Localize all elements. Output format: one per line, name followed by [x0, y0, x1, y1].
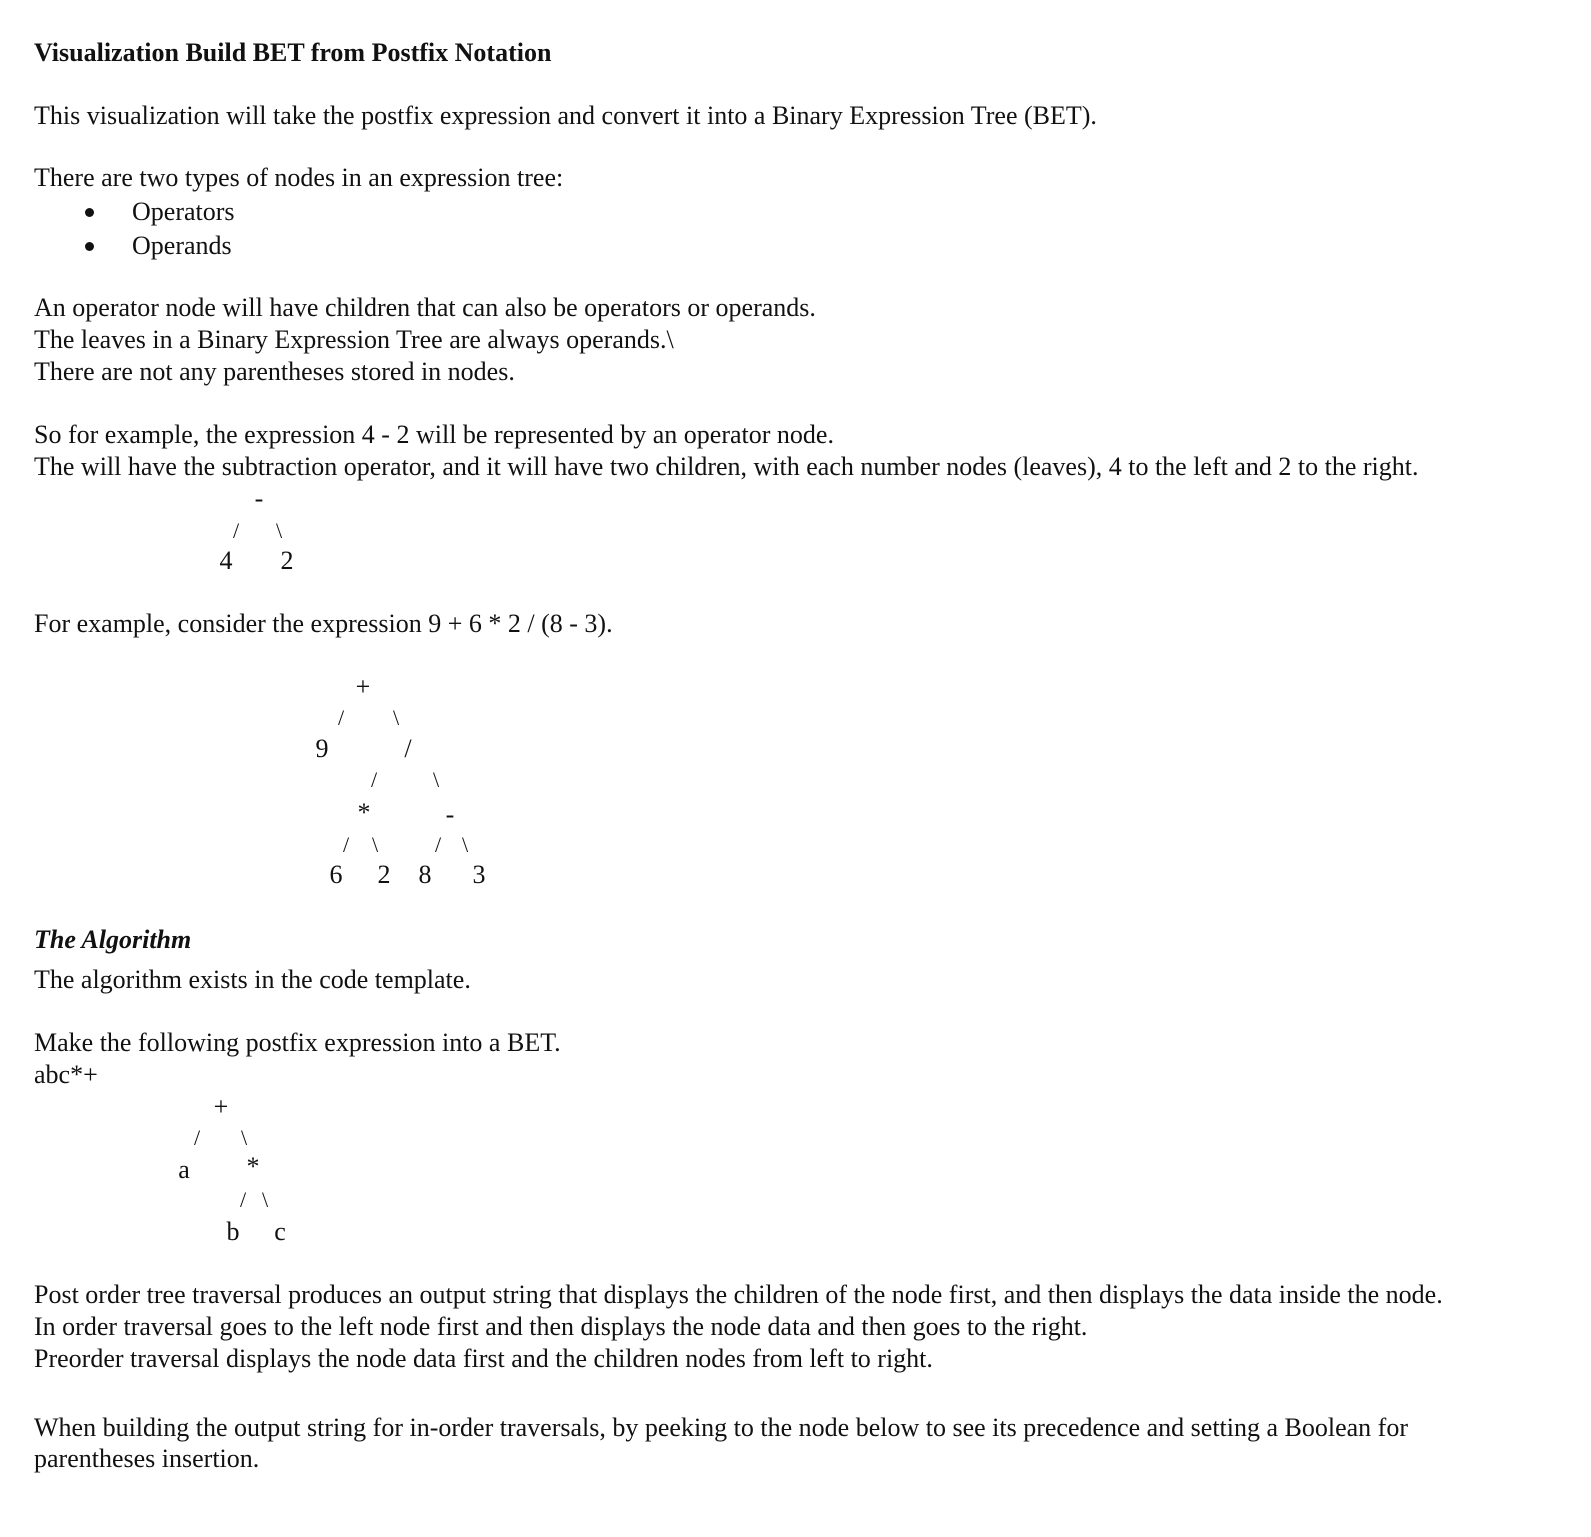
algorithm-task: Make the following postfix expression into a BET. [34, 1028, 561, 1057]
tree-node-leaf: c [274, 1217, 286, 1246]
tree-edge: \ [261, 1187, 269, 1212]
tree-node-leaf: 2 [377, 860, 391, 889]
traversal-inorder: In order traversal goes to the left node first and then displays the node data and then goes to the right. [34, 1312, 1088, 1341]
tree-node-leaf: 6 [329, 860, 343, 889]
tree-edge: \ [240, 1125, 248, 1150]
tree-edge: \ [392, 705, 400, 730]
tree-node-operator: / [404, 734, 412, 763]
tree-edge: / [342, 832, 350, 857]
tree-edge: / [193, 1125, 201, 1150]
list-item: Operands [132, 231, 232, 260]
tree-edge: / [337, 705, 345, 730]
tree-edge: \ [275, 518, 283, 543]
rule-line: The leaves in a Binary Expression Tree are always operands.\ [34, 325, 674, 354]
tree-edge: / [434, 832, 442, 857]
intro-paragraph: This visualization will take the postfix expression and convert it into a Binary Expression Tree (BET). [34, 101, 1097, 130]
bullet-icon [85, 208, 94, 217]
traversal-preorder: Preorder traversal displays the node data first and the children nodes from left to right. [34, 1344, 933, 1373]
closing-line: parentheses insertion. [34, 1444, 260, 1473]
closing-line: When building the output string for in-order traversals, by peeking to the node below to see its precedence and setting a Boolean for [34, 1413, 1408, 1442]
tree-node-operator: - [445, 800, 455, 829]
tree-node-leaf: 8 [418, 860, 432, 889]
tree-node-leaf: 2 [280, 546, 294, 575]
node-types-intro: There are two types of nodes in an expression tree: [34, 163, 564, 192]
traversal-postorder: Post order tree traversal produces an output string that displays the children of the node first, and then displays the data inside the node. [34, 1280, 1443, 1309]
postfix-expression: abc*+ [34, 1060, 98, 1089]
list-item: Operators [132, 197, 235, 226]
rule-line: An operator node will have children that can also be operators or operands. [34, 293, 816, 322]
example1-line2: The will have the subtraction operator, and it will have two children, with each number nodes (leaves), 4 to the left and 2 to the right. [34, 452, 1419, 481]
tree-edge: / [370, 767, 378, 792]
tree-node-leaf: 4 [219, 546, 233, 575]
tree-node-operator: * [246, 1152, 260, 1181]
tree-node-leaf: a [178, 1155, 190, 1184]
bullet-icon [85, 242, 94, 251]
tree-node-root: - [254, 484, 264, 513]
algorithm-heading: The Algorithm [34, 925, 192, 954]
algorithm-text: The algorithm exists in the code template. [34, 965, 471, 994]
page-title: Visualization Build BET from Postfix Notation [34, 38, 552, 67]
tree-node-leaf: 9 [315, 734, 329, 763]
tree-node-leaf: b [226, 1217, 240, 1246]
tree-edge: \ [461, 832, 469, 857]
tree-edge: / [239, 1187, 247, 1212]
example2-text: For example, consider the expression 9 + 6 * 2 / (8 - 3). [34, 609, 613, 638]
tree-node-root: + [213, 1092, 229, 1121]
tree-edge: / [232, 518, 240, 543]
rule-line: There are not any parentheses stored in nodes. [34, 357, 515, 386]
tree-node-operator: * [357, 798, 371, 827]
tree-edge: \ [371, 832, 379, 857]
example1-line1: So for example, the expression 4 - 2 will be represented by an operator node. [34, 420, 834, 449]
tree-node-leaf: 3 [472, 860, 486, 889]
tree-node-root: + [355, 672, 371, 701]
tree-edge: \ [432, 767, 440, 792]
